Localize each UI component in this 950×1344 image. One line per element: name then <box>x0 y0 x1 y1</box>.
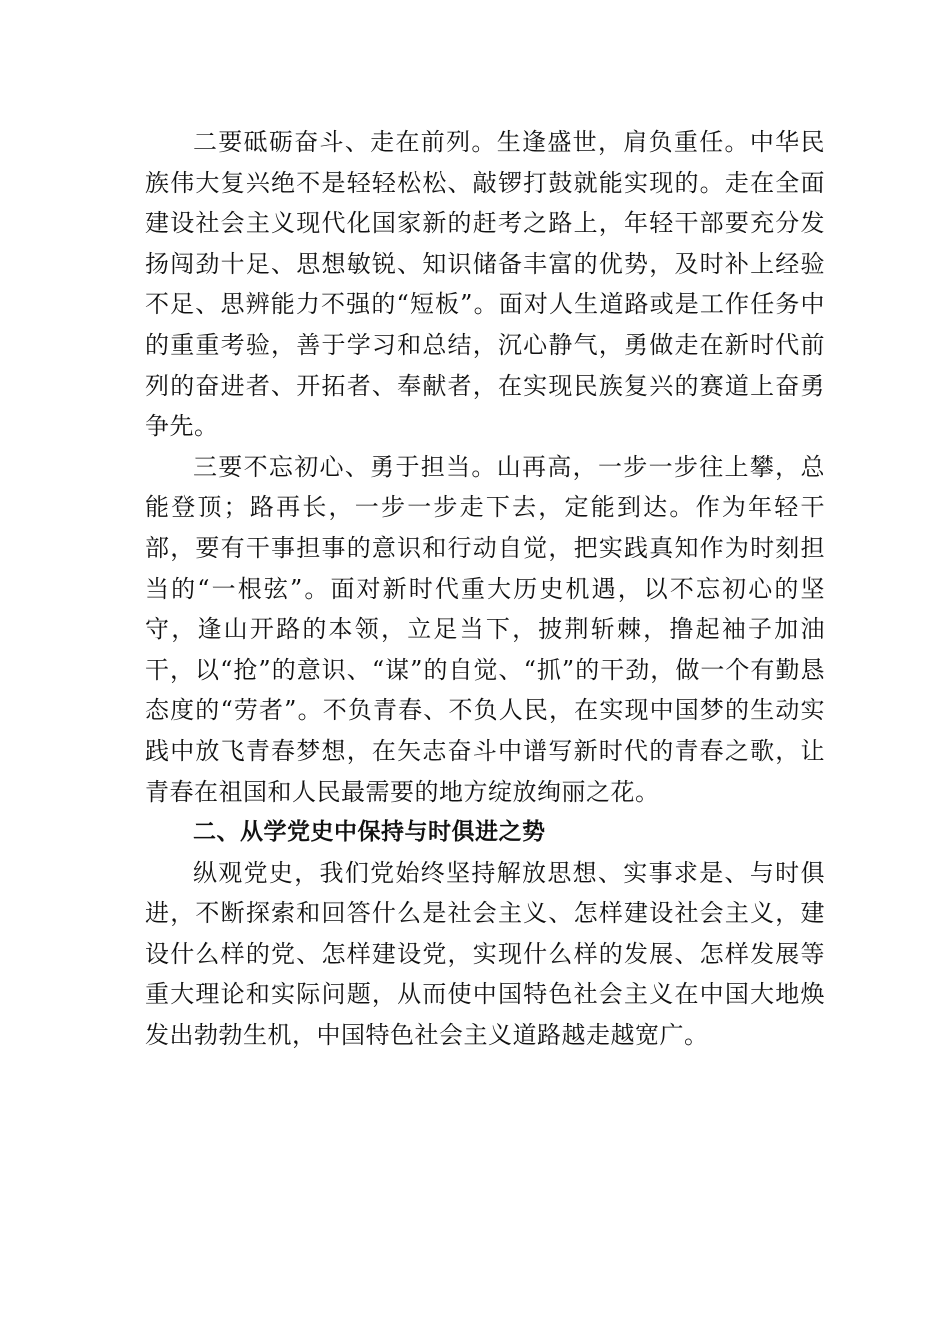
paragraph-party-history: 纵观党史，我们党始终坚持解放思想、实事求是、与时俱进，不断探索和回答什么是社会主义、怎样建设社会主义，建设什么样的党、怎样建设党，实现什么样的发展、怎样发展等重大理论和实际问题，从而使中国特色社会主义在中国大地焕发出勃勃生机，中国特色社会主义道路越走越宽广。 <box>145 858 825 1050</box>
paragraph-third-requirement: 三要不忘初心、勇于担当。山再高，一步一步往上攀，总能登顶；路再长，一步一步走下去，定能到达。作为年轻干部，要有干事担事的意识和行动自觉，把实践真知作为时刻担当的“一根弦”。面对新时代重大历史机遇，以不忘初心的坚守，逢山开路的本领，立足当下，披荆斩棘，撸起袖子加油干，以“抢”的意识、“谋”的自觉、“抓”的干劲，做一个有勤恳态度的“劳者”。不负青春、不负人民，在实现中国梦的生动实践中放飞青春梦想，在矢志奋斗中谱写新时代的青春之歌，让青春在祖国和人民最需要的地方绽放绚丽之花。 <box>145 452 825 806</box>
paragraph-second-requirement: 二要砥砺奋斗、走在前列。生逢盛世，肩负重任。中华民族伟大复兴绝不是轻轻松松、敲锣打鼓就能实现的。走在全面建设社会主义现代化国家新的赶考之路上，年轻干部要充分发扬闯劲十足、思想敏锐、知识储备丰富的优势，及时补上经验不足、思辨能力不强的“短板”。面对人生道路或是工作任务中的重重考验，善于学习和总结，沉心静气，勇做走在新时代前列的奋进者、开拓者、奉献者，在实现民族复兴的赛道上奋勇争先。 <box>145 128 825 441</box>
document-body <box>145 122 825 1056</box>
section-heading: 二、从学党史中保持与时俱进之势 <box>193 819 546 846</box>
